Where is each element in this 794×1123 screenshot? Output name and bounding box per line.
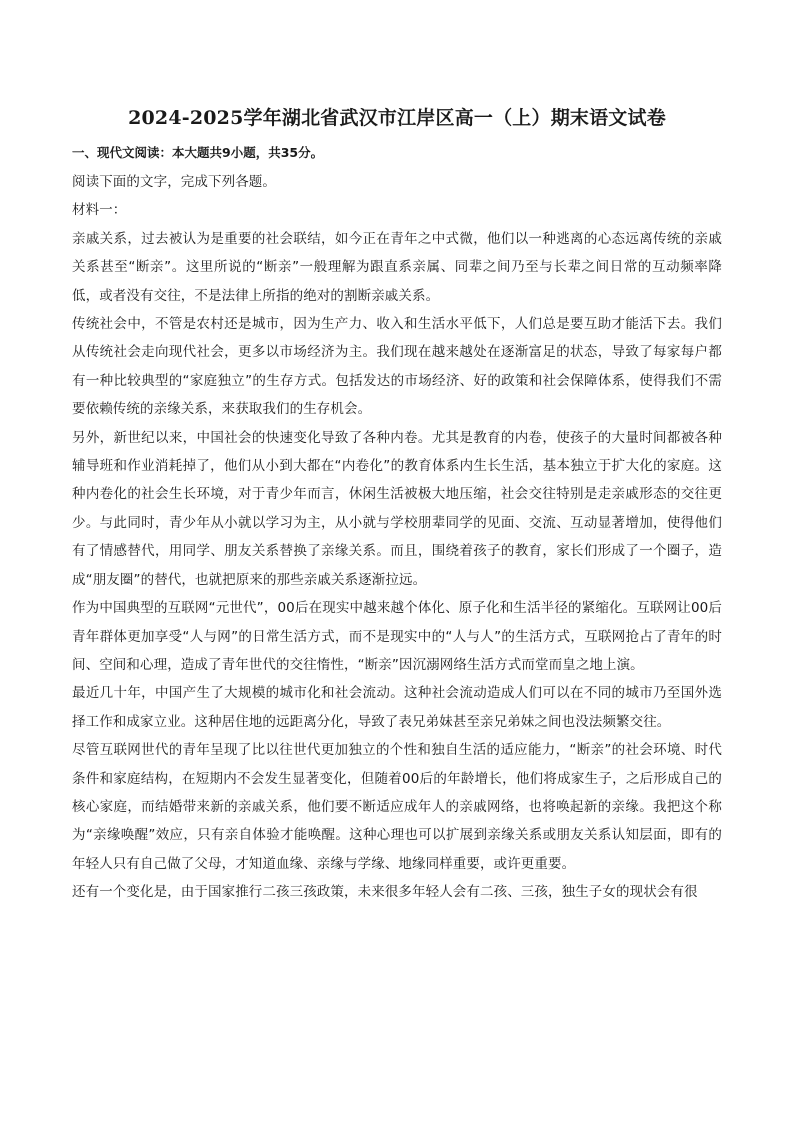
paragraph: 作为中国典型的互联网“元世代”，00后在现实中越来越个体化、原子化和生活半径的紧缩化。互联网让00后青年群体更加享受“人与网”的日常生活方式，而不是现实中的“人与人”的生活方式，互联网抢占了青年的时间、空间和心理，造成了青年世代的交往惰性，“断亲”因沉溺网络生活方式而堂而皇之地上演。 bbox=[72, 600, 722, 673]
material-label: 材料一： bbox=[72, 202, 127, 219]
paragraph: 尽管互联网世代的青年呈现了比以往世代更加独立的个性和独自生活的适应能力，“断亲”的社会环境、时代条件和家庭结构，在短期内不会发生显著变化，但随着00后的年龄增长，他们将成家生子，之后形成自己的核心家庭，而结婚带来新的亲戚关系，他们要不断适应成年人的亲戚网络，也将唤起新的亲缘。我把这个称为“亲缘唤醒”效应，只有亲自体验才能唤醒。这种心理也可以扩展到亲缘关系或朋友关系认知层面，即有的年轻人只有自己做了父母，才知道血缘、亲缘与学缘、地缘同样重要，或许更重要。 bbox=[72, 742, 722, 872]
paragraph: 另外，新世纪以来，中国社会的快速变化导致了各种内卷。尤其是教育的内卷，使孩子的大量时间都被各种辅导班和作业消耗掉了，他们从小到大都在“内卷化”的教育体系内生长生活，基本独立于扩大化的家庭。这种内卷化的社会生长环境，对于青少年而言，休闲生活被极大地压缩，社会交往特别是走亲戚形态的交往更少。与此同时，青少年从小就以学习为主，从小就与学校朋辈同学的见面、交流、互动显著增加，使得他们有了情感替代，用同学、朋友关系替换了亲缘关系。而且，围绕着孩子的教育，家长们形成了一个圈子，造成“朋友圈”的替代，也就把原来的那些亲戚关系逐渐拉远。 bbox=[72, 429, 722, 588]
paragraph: 还有一个变化是，由于国家推行二孩三孩政策，未来很多年轻人会有二孩、三孩，独生子女的现状会有很 bbox=[72, 884, 698, 901]
exam-page bbox=[72, 98, 722, 907]
document-title: 2024-2025学年湖北省武汉市江岸区高一（上）期末语文试卷 bbox=[128, 107, 666, 129]
paragraph: 最近几十年，中国产生了大规模的城市化和社会流动。这种社会流动造成人们可以在不同的城市乃至国外选择工作和成家立业。这种居住地的远距离分化，导致了表兄弟妹甚至亲兄弟妹之间也没法频繁交往。 bbox=[72, 685, 722, 730]
reading-instruction: 阅读下面的文字，完成下列各题。 bbox=[72, 174, 276, 190]
paragraph: 亲戚关系，过去被认为是重要的社会联结，如今正在青年之中式微，他们以一种逃离的心态远离传统的亲戚关系甚至“断亲”。这里所说的“断亲”一般理解为跟直系亲属、同辈之间乃至与长辈之间日常的互动频率降低，或者没有交往，不是法律上所指的绝对的割断亲戚关系。 bbox=[72, 230, 722, 304]
paragraph: 传统社会中，不管是农村还是城市，因为生产力、收入和生活水平低下，人们总是要互助才能活下去。我们从传统社会走向现代社会，更多以市场经济为主。我们现在越来越处在逐渐富足的状态，导致了每家每户都有一种比较典型的“家庭独立”的生存方式。包括发达的市场经济、好的政策和社会保障体系，使得我们不需要依赖传统的亲缘关系，来获取我们的生存机会。 bbox=[72, 316, 722, 418]
section-heading: 一、现代文阅读：本大题共9小题，共35分。 bbox=[72, 145, 324, 160]
